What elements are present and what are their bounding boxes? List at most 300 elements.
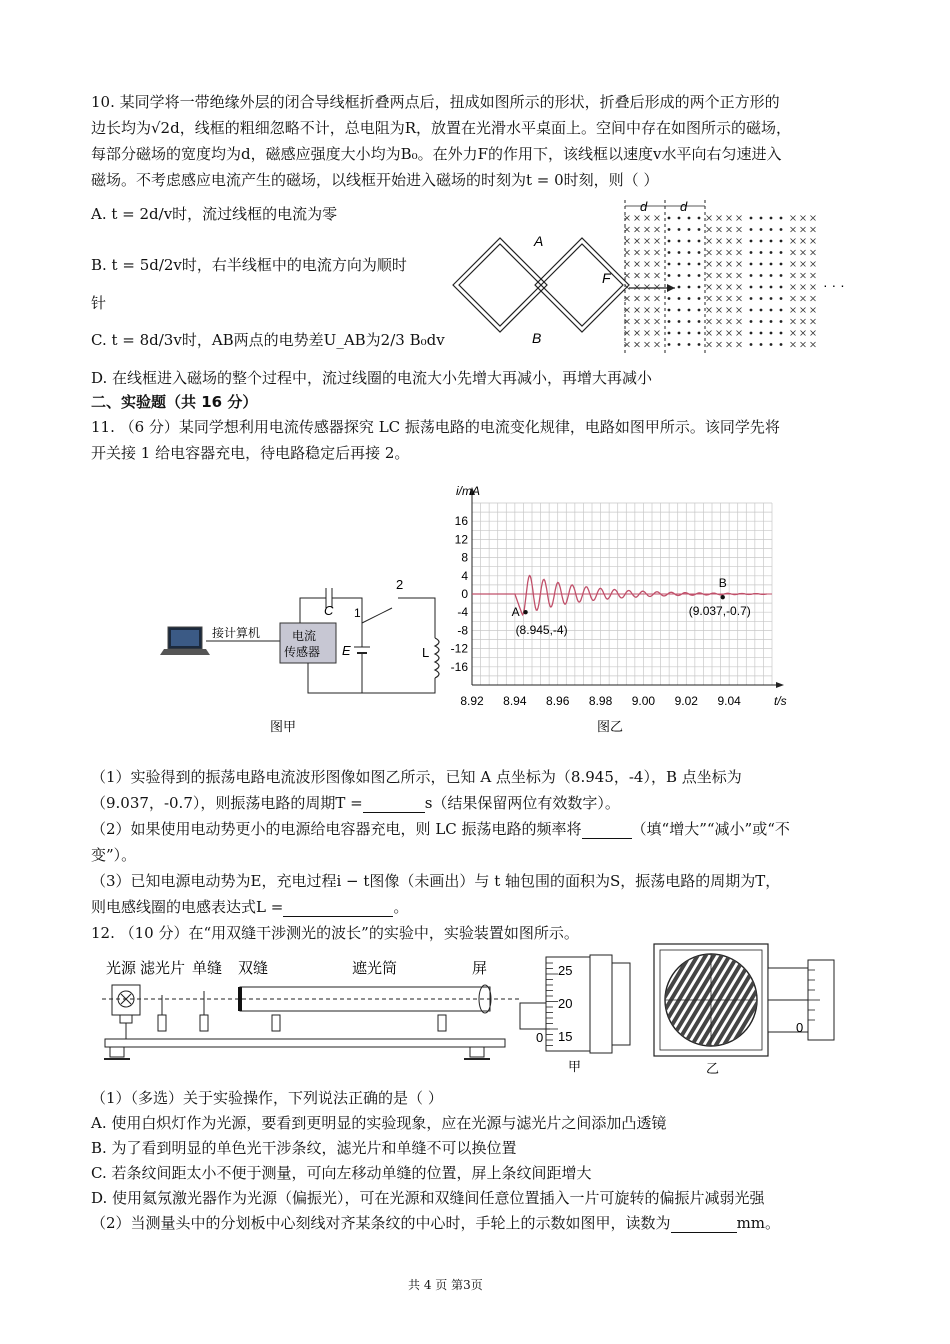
field-cross-mark	[791, 273, 796, 278]
field-dot-mark	[750, 320, 753, 323]
field-dot-mark	[760, 309, 763, 312]
field-cross-mark	[655, 250, 660, 255]
field-dot-mark	[678, 343, 681, 346]
q12-sub1: （1）（多选）关于实验操作，下列说法正确的是（ ）	[91, 1089, 443, 1107]
label-double-slit: 双缝	[238, 960, 269, 977]
q11-sub2a: （2）如果使用电动势更小的电源给电容器充电，则 LC 振荡电路的频率将 （填“增大”“减小”或“不	[91, 820, 790, 838]
field-cross-mark	[635, 342, 640, 347]
fig-label-d2: d	[680, 199, 688, 214]
field-dot-mark	[688, 309, 691, 312]
eyepiece-figure	[650, 940, 840, 1080]
field-dot-mark	[678, 297, 681, 300]
field-dot-mark	[688, 297, 691, 300]
field-dot-mark	[750, 274, 753, 277]
field-cross-mark	[645, 250, 650, 255]
field-dot-mark	[780, 228, 783, 231]
field-cross-mark	[811, 296, 816, 301]
q11-intro1: 11. （6 分）某同学想利用电流传感器探究 LC 振荡电路的电流变化规律，电路如图甲所示。该同学先将	[91, 418, 780, 436]
field-cross-mark	[707, 342, 712, 347]
field-cross-mark	[625, 227, 630, 232]
field-dot-mark	[750, 297, 753, 300]
field-cross-mark	[811, 308, 816, 313]
field-cross-mark	[717, 319, 722, 324]
field-dot-mark	[750, 228, 753, 231]
q12-option-b: B. 为了看到明显的单色光干涉条纹，滤光片和单缝不可以换位置	[91, 1139, 517, 1157]
field-dot-mark	[668, 274, 671, 277]
field-dot-mark	[760, 251, 763, 254]
x-tick-label: 9.02	[674, 694, 698, 708]
field-dot-mark	[760, 343, 763, 346]
field-dot-mark	[688, 274, 691, 277]
field-dot-mark	[698, 332, 701, 335]
field-dot-mark	[688, 332, 691, 335]
field-dot-mark	[668, 251, 671, 254]
field-dot-mark	[698, 263, 701, 266]
field-cross-mark	[801, 216, 806, 221]
field-dot-mark	[770, 320, 773, 323]
label-single-slit: 单缝	[192, 960, 223, 977]
oscillation-chart	[440, 485, 790, 735]
field-cross-mark	[645, 331, 650, 336]
page-footer: 共 4 页 第3页	[408, 1278, 483, 1292]
field-cross-mark	[635, 308, 640, 313]
q12-option-a: A. 使用白炽灯作为光源，要看到更明显的实验现象，应在光源与滤光片之间添加凸透镜	[91, 1114, 667, 1132]
field-dot-mark	[698, 274, 701, 277]
field-dot-mark	[760, 217, 763, 220]
field-cross-mark	[727, 296, 732, 301]
field-cross-mark	[737, 296, 742, 301]
point-name-a: A	[511, 605, 520, 620]
y-tick-label: -4	[457, 605, 468, 620]
field-dot-mark	[688, 320, 691, 323]
field-cross-mark	[625, 262, 630, 267]
q10-option-a: A. t = 2d/v时，流过线框的电流为零	[91, 205, 338, 223]
field-dot-mark	[678, 332, 681, 335]
q12-intro: 12. （10 分）在“用双缝干涉测光的波长”的实验中，实验装置如图所示。	[91, 924, 579, 942]
field-dot-mark	[688, 343, 691, 346]
field-cross-mark	[655, 239, 660, 244]
section-title: 二、实验题（共 16 分）	[91, 393, 258, 411]
q12-option-d: D. 使用氦氖激光器作为光源（偏振光），可在光源和双缝间任意位置插入一片可旋转的偏振片减弱光强	[91, 1189, 765, 1207]
circuit-computer-label: 接计算机	[212, 626, 261, 640]
field-dot-mark	[770, 332, 773, 335]
field-dot-mark	[678, 320, 681, 323]
field-cross-mark	[717, 216, 722, 221]
field-dot-mark	[780, 320, 783, 323]
field-dot-mark	[750, 217, 753, 220]
field-cross-mark	[791, 250, 796, 255]
x-tick-label: 8.96	[546, 694, 570, 708]
field-dot-mark	[698, 217, 701, 220]
field-cross-mark	[707, 331, 712, 336]
left-square-inner	[459, 244, 541, 326]
field-cross-mark	[645, 296, 650, 301]
field-cross-mark	[801, 308, 806, 313]
point-coord-a: (8.945,-4)	[515, 623, 568, 638]
field-cross-mark	[727, 285, 732, 290]
field-dot-mark	[770, 240, 773, 243]
right-square-inner	[541, 244, 623, 326]
field-dot-mark	[688, 263, 691, 266]
field-cross-mark	[727, 331, 732, 336]
fig-label-f: F	[602, 270, 611, 286]
x-tick-label: 8.92	[460, 694, 484, 708]
q10-option-b: B. t = 5d/2v时，右半线框中的电流方向为顺时	[91, 256, 407, 274]
field-cross-mark	[811, 239, 816, 244]
field-dot-mark	[698, 320, 701, 323]
switch-blade	[362, 608, 392, 623]
answer-blank-inductance[interactable]	[283, 898, 393, 917]
field-cross-mark	[635, 331, 640, 336]
field-cross-mark	[791, 331, 796, 336]
q10-line2: 边长均为√2d，线框的粗细忽略不计，总电阻为R，放置在光滑水平桌面上。空间中存在如图所示的磁场，	[91, 119, 792, 137]
field-cross-mark	[801, 227, 806, 232]
field-cross-mark	[707, 227, 712, 232]
label-tube: 遮光筒	[352, 960, 398, 977]
point-coord-b: (9.037,-0.7)	[688, 604, 751, 619]
field-cross-mark	[727, 262, 732, 267]
x-axis-label: t/s	[774, 694, 787, 708]
inductor-coil	[435, 638, 439, 678]
field-cross-mark	[727, 250, 732, 255]
field-cross-mark	[655, 308, 660, 313]
field-dot-mark	[698, 297, 701, 300]
field-dot-mark	[668, 228, 671, 231]
field-cross-mark	[645, 227, 650, 232]
field-cross-mark	[737, 227, 742, 232]
q12-option-c: C. 若条纹间距太小不便于测量，可向左移动单缝的位置，屏上条纹间距增大	[91, 1164, 592, 1182]
field-dot-mark	[750, 309, 753, 312]
field-cross-mark	[625, 239, 630, 244]
field-cross-mark	[707, 308, 712, 313]
q11-intro2: 开关接 1 给电容器充电，待电路稳定后再接 2。	[91, 444, 410, 462]
field-cross-mark	[655, 273, 660, 278]
field-cross-mark	[635, 227, 640, 232]
field-dot-mark	[750, 240, 753, 243]
field-cross-mark	[811, 227, 816, 232]
q10-frame-figure	[415, 200, 865, 360]
field-cross-mark	[737, 331, 742, 336]
x-tick-label: 9.04	[717, 694, 741, 708]
field-dot-mark	[668, 217, 671, 220]
field-dot-mark	[750, 286, 753, 289]
field-cross-mark	[717, 331, 722, 336]
field-cross-mark	[791, 342, 796, 347]
field-cross-mark	[811, 342, 816, 347]
field-dot-mark	[760, 286, 763, 289]
field-cross-mark	[801, 331, 806, 336]
field-cross-mark	[737, 319, 742, 324]
field-cross-mark	[635, 273, 640, 278]
field-cross-mark	[717, 285, 722, 290]
field-dot-mark	[770, 217, 773, 220]
sensor-label1: 电流	[292, 629, 317, 643]
field-cross-mark	[717, 296, 722, 301]
mic-tick-15: 15	[558, 1029, 573, 1044]
field-cross-mark	[791, 262, 796, 267]
field-dot-mark	[760, 263, 763, 266]
right-square-outer	[535, 238, 629, 332]
field-dot-mark	[688, 286, 691, 289]
q10-option-b-cont: 针	[91, 294, 107, 312]
field-cross-mark	[811, 262, 816, 267]
field-cross-mark	[811, 216, 816, 221]
eyepiece-caption: 乙	[706, 1061, 720, 1076]
field-cross-mark	[737, 239, 742, 244]
mic-tick-20: 20	[558, 996, 573, 1011]
field-cross-mark	[655, 216, 660, 221]
label-screen: 屏	[472, 960, 488, 977]
circuit-caption: 图甲	[270, 719, 297, 734]
point-b	[721, 595, 725, 599]
field-cross-mark	[791, 227, 796, 232]
field-dot-mark	[668, 343, 671, 346]
field-cross-mark	[645, 216, 650, 221]
y-axis-label: i/mA	[456, 484, 480, 498]
field-cross-mark	[737, 250, 742, 255]
field-dot-mark	[760, 332, 763, 335]
field-cross-mark	[727, 273, 732, 278]
q11-sub1a: （1）实验得到的振荡电路电流波形图像如图乙所示，已知 A 点坐标为（8.945，-4），B 点坐标为	[91, 768, 742, 786]
field-cross-mark	[635, 319, 640, 324]
y-tick-label: -16	[450, 659, 468, 674]
field-dot-mark	[678, 274, 681, 277]
q10-line4: 磁场。不考虑感应电流产生的磁场，以线框开始进入磁场的时刻为t = 0时刻，则（ ）	[91, 171, 659, 189]
field-cross-mark	[655, 262, 660, 267]
y-tick-label: 8	[461, 550, 468, 565]
field-dot-mark	[678, 286, 681, 289]
circuit-figure	[160, 575, 450, 735]
q10-line3: 每部分磁场的宽度均为d，磁感应强度大小均为B₀。在外力F的作用下，该线框以速度v水平向右匀速进入	[91, 145, 782, 163]
field-cross-mark	[625, 273, 630, 278]
field-cross-mark	[717, 262, 722, 267]
mic-tick-25: 25	[558, 963, 573, 978]
field-dot-mark	[780, 297, 783, 300]
answer-blank-frequency[interactable]	[582, 820, 632, 839]
field-cross-mark	[737, 273, 742, 278]
field-dot-mark	[750, 343, 753, 346]
field-dot-mark	[698, 251, 701, 254]
field-cross-mark	[707, 319, 712, 324]
field-dot-mark	[770, 228, 773, 231]
field-cross-mark	[707, 262, 712, 267]
x-tick-label: 8.98	[588, 694, 613, 708]
circuit-l-label: L	[422, 645, 430, 660]
micrometer-figure	[520, 945, 632, 1077]
fig-label-b: B	[532, 330, 542, 346]
field-cross-mark	[811, 331, 816, 336]
field-cross-mark	[791, 216, 796, 221]
field-cross-mark	[811, 285, 816, 290]
field-cross-mark	[645, 285, 650, 290]
field-cross-mark	[635, 262, 640, 267]
field-cross-mark	[801, 319, 806, 324]
field-cross-mark	[727, 319, 732, 324]
y-tick-label: 4	[461, 568, 468, 583]
field-dot-mark	[750, 263, 753, 266]
field-cross-mark	[635, 250, 640, 255]
field-cross-mark	[727, 239, 732, 244]
q10-line1: 10. 某同学将一带绝缘外层的闭合导线框折叠两点后，扭成如图所示的形状，折叠后形成的两个正方形的	[91, 93, 780, 111]
field-cross-mark	[707, 285, 712, 290]
field-cross-mark	[655, 285, 660, 290]
q11-sub3b: 则电感线圈的电感表达式L = 。	[91, 898, 409, 916]
field-cross-mark	[645, 262, 650, 267]
x-tick-label: 8.94	[503, 694, 527, 708]
field-cross-mark	[707, 216, 712, 221]
switch-pos-1: 1	[354, 606, 361, 620]
field-dot-mark	[668, 263, 671, 266]
field-cross-mark	[707, 273, 712, 278]
field-cross-mark	[737, 342, 742, 347]
field-cross-mark	[717, 250, 722, 255]
field-dot-mark	[678, 263, 681, 266]
field-cross-mark	[717, 308, 722, 313]
field-cross-mark	[801, 296, 806, 301]
field-cross-mark	[811, 273, 816, 278]
field-dot-mark	[780, 251, 783, 254]
field-dot-mark	[770, 309, 773, 312]
field-dot-mark	[780, 217, 783, 220]
y-tick-label: -12	[450, 641, 468, 656]
field-cross-mark	[707, 250, 712, 255]
field-cross-mark	[717, 273, 722, 278]
point-a	[523, 610, 527, 614]
field-dot-mark	[678, 228, 681, 231]
field-cross-mark	[645, 239, 650, 244]
mic-caption: 甲	[568, 1059, 582, 1074]
field-dot-mark	[678, 251, 681, 254]
field-cross-mark	[737, 262, 742, 267]
field-cross-mark	[801, 273, 806, 278]
field-dot-mark	[760, 274, 763, 277]
field-dot-mark	[698, 309, 701, 312]
field-cross-mark	[727, 342, 732, 347]
field-cross-mark	[801, 342, 806, 347]
field-dot-mark	[770, 274, 773, 277]
label-light-source: 光源	[106, 960, 137, 977]
field-cross-mark	[717, 342, 722, 347]
field-cross-mark	[801, 239, 806, 244]
field-cross-mark	[727, 227, 732, 232]
field-cross-mark	[801, 262, 806, 267]
field-cross-mark	[737, 285, 742, 290]
field-dot-mark	[678, 217, 681, 220]
y-tick-label: 16	[454, 514, 468, 529]
field-cross-mark	[635, 216, 640, 221]
field-cross-mark	[737, 216, 742, 221]
field-cross-mark	[791, 296, 796, 301]
field-cross-mark	[727, 308, 732, 313]
field-dot-mark	[780, 332, 783, 335]
field-dot-mark	[770, 286, 773, 289]
answer-blank-reading[interactable]	[671, 1214, 737, 1233]
eyepiece-zero: 0	[796, 1020, 804, 1035]
label-filter: 滤光片	[140, 960, 186, 977]
field-cross-mark	[645, 308, 650, 313]
field-dot-mark	[760, 320, 763, 323]
field-dot-mark	[688, 228, 691, 231]
field-dot-mark	[780, 309, 783, 312]
field-dot-mark	[688, 217, 691, 220]
field-dot-mark	[668, 309, 671, 312]
field-dot-mark	[770, 297, 773, 300]
q11-sub1b: （9.037，-0.7），则振荡电路的周期T = s（结果保留两位有效数字）。	[91, 794, 620, 812]
q11-sub2b: 变”）。	[91, 846, 137, 864]
field-dot-mark	[770, 263, 773, 266]
field-cross-mark	[801, 285, 806, 290]
field-cross-mark	[727, 216, 732, 221]
double-slit-apparatus	[100, 955, 520, 1077]
circuit-c-label: C	[324, 603, 334, 618]
field-cross-mark	[811, 250, 816, 255]
field-cross-mark	[791, 319, 796, 324]
field-cross-mark	[801, 250, 806, 255]
field-cross-mark	[791, 308, 796, 313]
field-cross-mark	[655, 319, 660, 324]
point-name-b: B	[718, 576, 727, 591]
field-dot-mark	[678, 240, 681, 243]
field-dot-mark	[688, 251, 691, 254]
fig-label-d1: d	[640, 199, 648, 214]
magnetic-field-marks	[625, 216, 816, 348]
q10-option-d: D. 在线框进入磁场的整个过程中，流过线圈的电流大小先增大再减小，再增大再减小	[91, 369, 653, 387]
q10-option-c: C. t = 8d/3v时，AB两点的电势差U_AB为2/3 B₀dv	[91, 331, 445, 349]
answer-blank-period[interactable]	[363, 794, 425, 813]
field-dot-mark	[698, 228, 701, 231]
field-dot-mark	[760, 228, 763, 231]
sensor-label2: 传感器	[284, 645, 321, 659]
fig-label-a: A	[534, 233, 544, 249]
field-dot-mark	[668, 297, 671, 300]
field-cross-mark	[791, 285, 796, 290]
field-dot-mark	[750, 332, 753, 335]
field-cross-mark	[707, 239, 712, 244]
field-dot-mark	[780, 274, 783, 277]
field-dot-mark	[698, 286, 701, 289]
mic-zero: 0	[536, 1030, 544, 1045]
field-dot-mark	[780, 343, 783, 346]
field-dot-mark	[780, 240, 783, 243]
left-square-outer	[453, 238, 547, 332]
switch-pos-2: 2	[396, 577, 404, 592]
field-dot-mark	[698, 343, 701, 346]
field-cross-mark	[645, 273, 650, 278]
field-cross-mark	[811, 319, 816, 324]
q12-sub2: （2）当测量头中的分划板中心刻线对齐某条纹的中心时，手轮上的示数如图甲，读数为 mm。	[91, 1214, 781, 1232]
field-cross-mark	[707, 296, 712, 301]
x-axis-arrow	[776, 682, 784, 688]
field-cross-mark	[645, 319, 650, 324]
field-dot-mark	[780, 286, 783, 289]
field-cross-mark	[717, 227, 722, 232]
field-dot-mark	[668, 240, 671, 243]
y-tick-label: -8	[457, 623, 468, 638]
field-cross-mark	[655, 227, 660, 232]
field-cross-mark	[717, 239, 722, 244]
circuit-e-label: E	[342, 643, 351, 658]
chart-caption: 图乙	[596, 719, 624, 734]
field-cross-mark	[625, 250, 630, 255]
field-cross-mark	[635, 239, 640, 244]
y-tick-label: 0	[461, 587, 468, 601]
field-dot-mark	[668, 286, 671, 289]
fig-ellipsis: · · ·	[823, 277, 845, 293]
field-cross-mark	[655, 296, 660, 301]
field-dot-mark	[770, 251, 773, 254]
field-cross-mark	[655, 331, 660, 336]
field-cross-mark	[791, 239, 796, 244]
